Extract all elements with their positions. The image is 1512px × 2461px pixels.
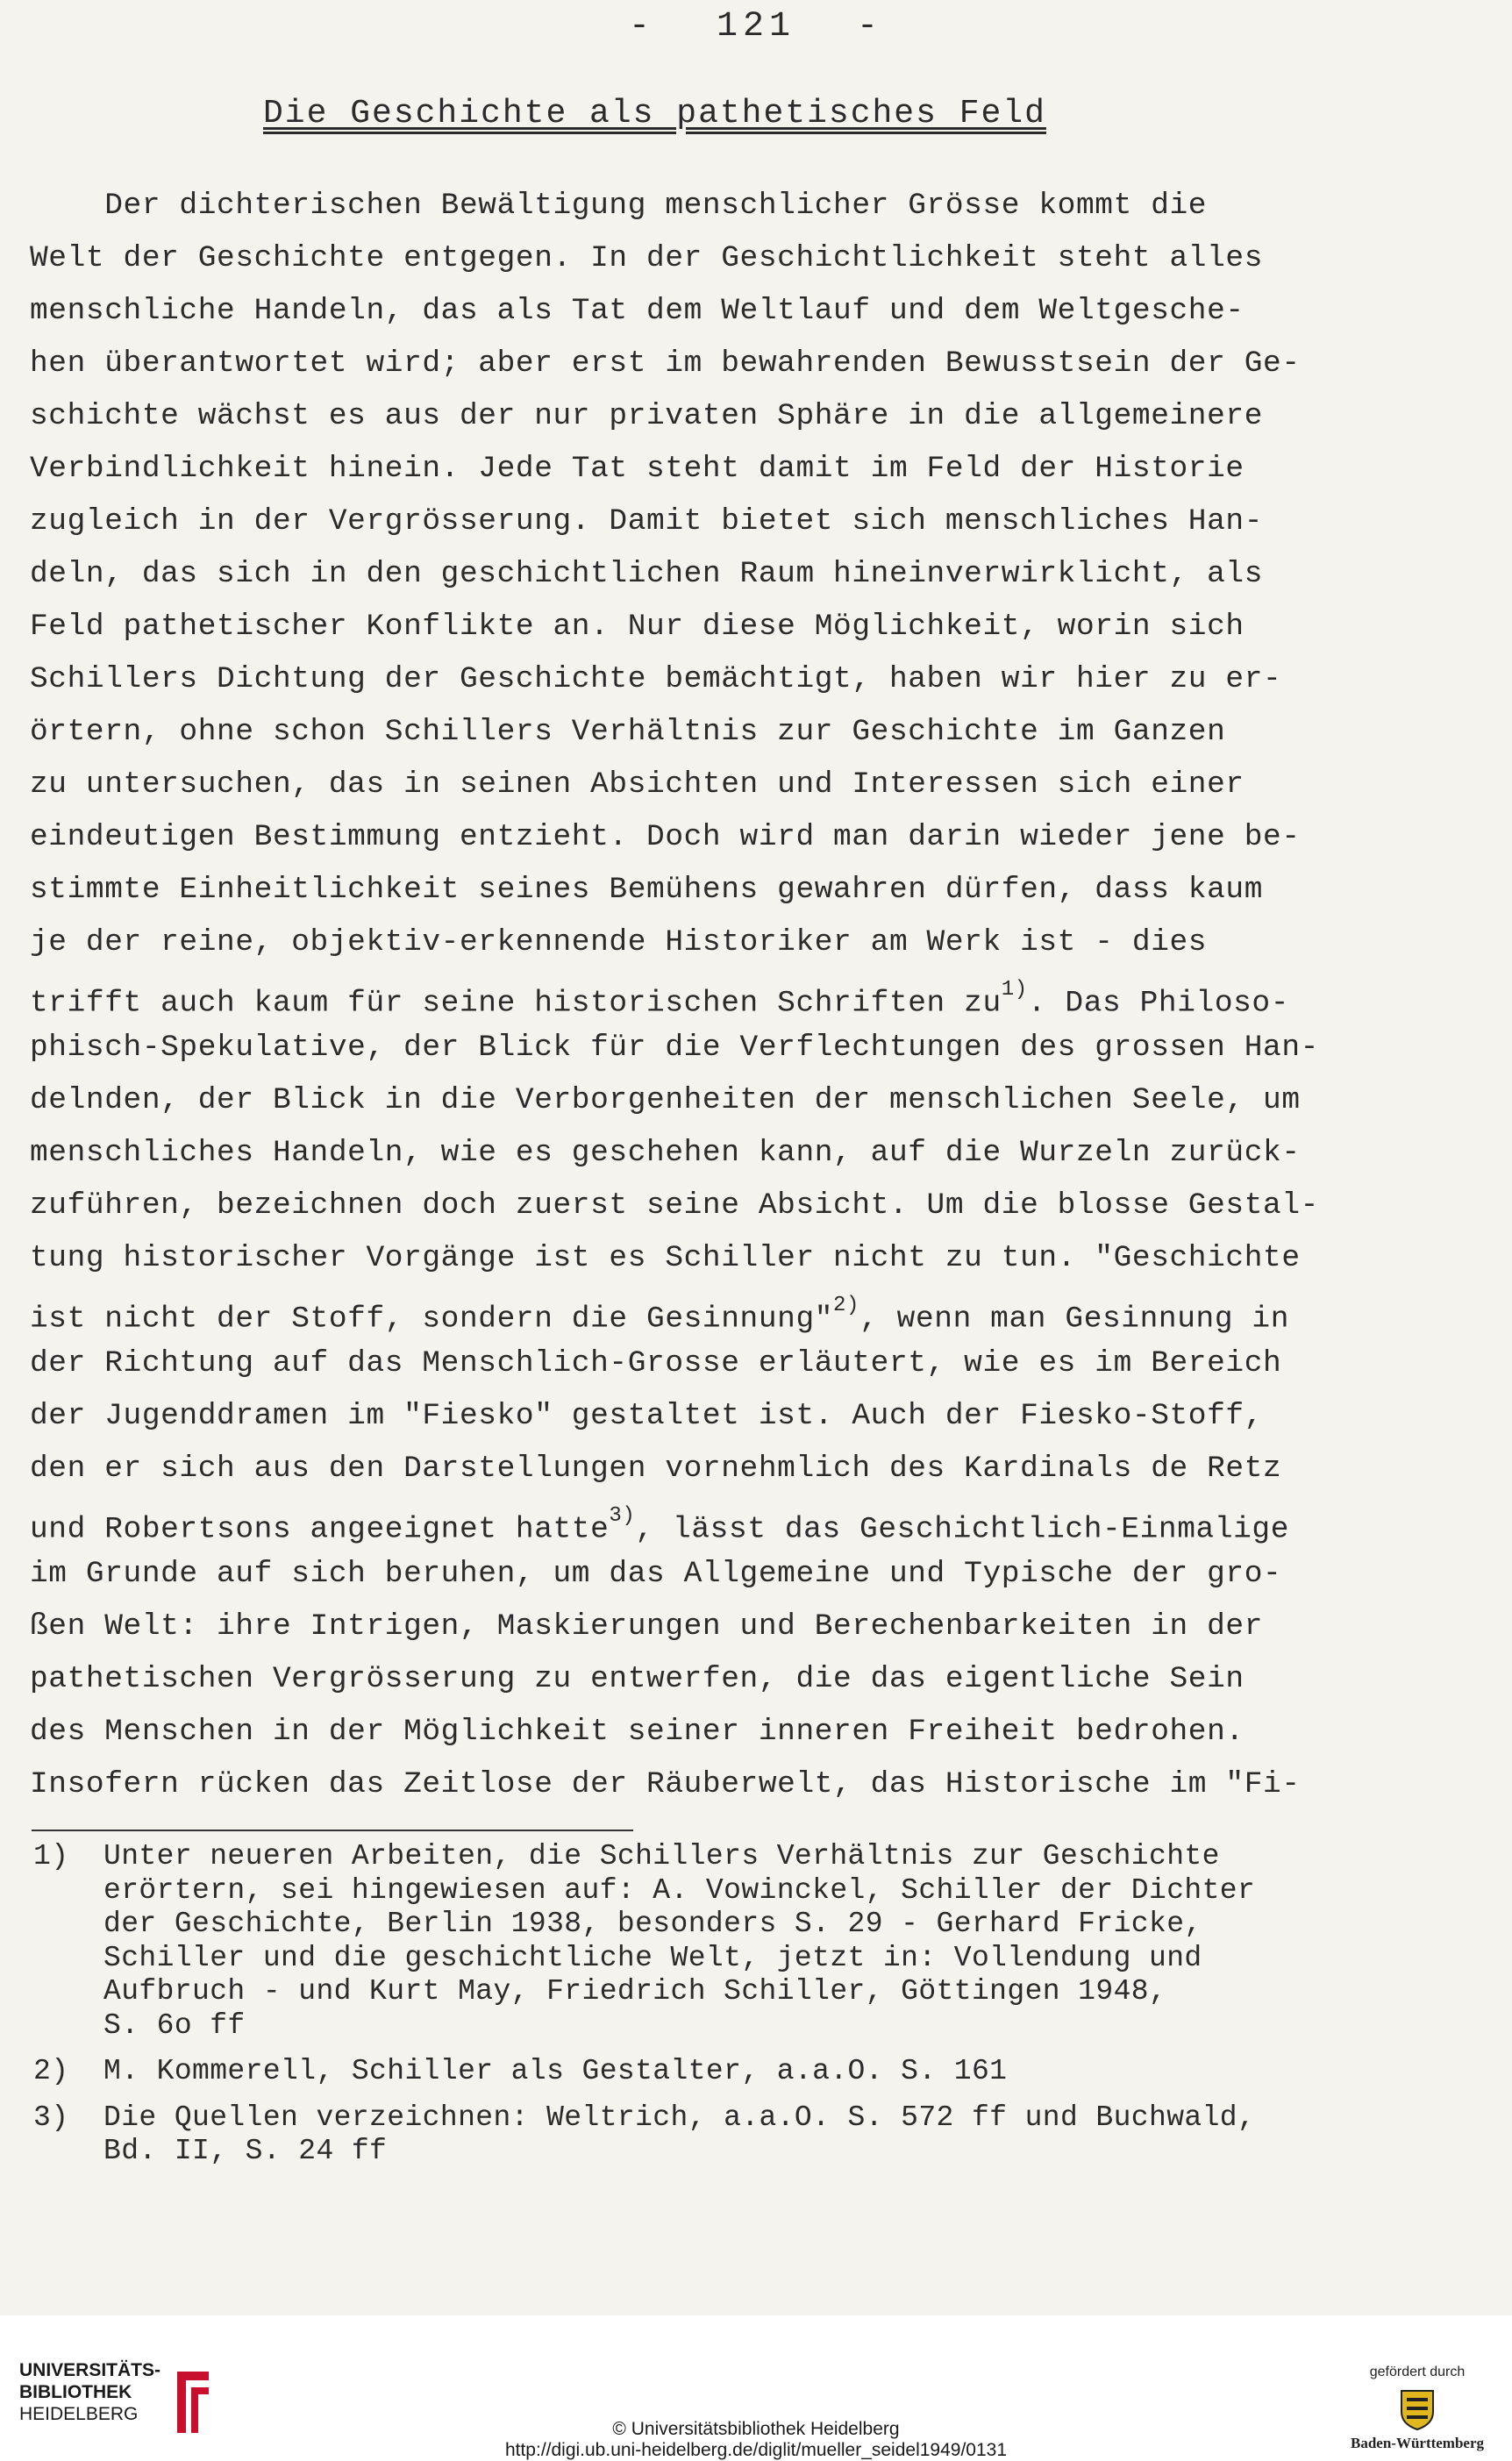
body-line: örtern, ohne schon Schillers Verhältnis zur Geschichte im Ganzen	[30, 715, 1226, 749]
page-number-dash-right: -	[857, 7, 884, 46]
copyright-notice	[0, 2419, 1512, 2461]
footnote-text: Die Quellen verzeichnen: Weltrich, a.a.O. S. 572 ff und Buchwald,	[103, 2101, 1256, 2134]
page-number	[0, 7, 1512, 46]
body-line: und Robertsons angeeignet hatte$^{3)}$, lässt das Geschichtlich-Einmalige	[30, 1504, 1290, 1547]
body-line: Der dichterischen Bewältigung menschlicher Grösse kommt die	[30, 189, 1208, 223]
body-line: der Jugenddramen im "Fiesko" gestaltet ist. Auch der Fiesko-Stoff,	[30, 1399, 1264, 1433]
copyright-text: © Universitätsbibliothek Heidelberg	[612, 2419, 900, 2439]
body-line: tung historischer Vorgänge ist es Schiller nicht zu tun. "Geschichte	[30, 1241, 1301, 1275]
page-number-value: 121	[716, 7, 795, 46]
footnote-1	[33, 1840, 1480, 2043]
body-line: stimmte Einheitlichkeit seines Bemühens gewahren dürfen, dass kaum	[30, 873, 1264, 907]
body-line: deln, das sich in den geschichtlichen Raum hineinverwirklicht, als	[30, 557, 1264, 591]
footnote-text: Unter neueren Arbeiten, die Schillers Verhältnis zur Geschichte	[103, 1840, 1220, 1872]
footnote-text: erörtern, sei hingewiesen auf: A. Vowinckel, Schiller der Dichter	[103, 1873, 1256, 1907]
footnote-number: 2)	[33, 2055, 69, 2087]
footnote-text: Bd. II, S. 24 ff	[103, 2135, 388, 2167]
footnote-ref: 2)	[833, 1294, 860, 1317]
library-name-line3: HEIDELBERG	[19, 2404, 139, 2424]
footnote-text: M. Kommerell, Schiller als Gestalter, a.a.O. S. 161	[103, 2055, 1008, 2087]
body-line: zugleich in der Vergrösserung. Damit bietet sich menschliches Han-	[30, 504, 1264, 539]
funding-state: Baden-Württemberg	[1350, 2435, 1485, 2451]
body-line: delnden, der Blick in die Verborgenheiten der menschlichen Seele, um	[30, 1083, 1301, 1117]
body-line: den er sich aus den Darstellungen vornehmlich des Kardinals de Retz	[30, 1452, 1282, 1486]
section-heading: Die Geschichte als pathetisches Feld	[263, 95, 1046, 132]
viewer-footer	[0, 2315, 1512, 2458]
footnote-text: der Geschichte, Berlin 1938, besonders S. 29 - Gerhard Fricke,	[103, 1908, 1202, 1940]
footnote-text: S. 6o ff	[103, 2008, 246, 2042]
body-line: zu untersuchen, das in seinen Absichten und Interessen sich einer	[30, 767, 1245, 802]
body-line: menschliches Handeln, wie es geschehen kann, auf die Wurzeln zurück-	[30, 1136, 1301, 1170]
body-line: menschliche Handeln, das als Tat dem Weltlauf und dem Weltgesche-	[30, 294, 1245, 328]
footnote-number: 3)	[33, 2101, 69, 2134]
library-name-line1: UNIVERSITÄTS-	[19, 2360, 161, 2380]
body-line: Schillers Dichtung der Geschichte bemächtigt, haben wir hier zu er-	[30, 662, 1282, 696]
body-line: Insofern rücken das Zeitlose der Räuberwelt, das Historische im "Fi-	[30, 1767, 1301, 1801]
library-name-line2: BIBLIOTHEK	[19, 2382, 132, 2402]
body-line: schichte wächst es aus der nur privaten Sphäre in die allgemeinere	[30, 399, 1264, 433]
funding-notice	[1347, 2365, 1487, 2452]
footnote-number: 1)	[33, 1840, 69, 1872]
footnote-ref: 1)	[1001, 978, 1028, 1002]
body-line: Welt der Geschichte entgegen. In der Geschichtlichkeit steht alles	[30, 241, 1264, 275]
body-line: der Richtung auf das Menschlich-Grosse erläutert, wie es im Bereich	[30, 1346, 1282, 1380]
footnote-2	[33, 2055, 1480, 2089]
state-crest-icon	[1398, 2387, 1437, 2431]
footnote-3	[33, 2101, 1480, 2169]
body-text	[30, 180, 1477, 1811]
body-line: phisch-Spekulative, der Blick für die Verflechtungen des grossen Han-	[30, 1031, 1319, 1065]
body-line: des Menschen in der Möglichkeit seiner inneren Freiheit bedrohen.	[30, 1715, 1245, 1749]
page-number-dash-left: -	[628, 7, 655, 46]
funding-label: gefördert durch	[1369, 2365, 1466, 2379]
footnote-divider	[32, 1830, 633, 1831]
footnote-text: Aufbruch - und Kurt May, Friedrich Schiller, Göttingen 1948,	[103, 1975, 1167, 2008]
body-line: Feld pathetischer Konflikte an. Nur diese Möglichkeit, worin sich	[30, 610, 1245, 644]
body-line: je der reine, objektiv-erkennende Historiker am Werk ist - dies	[30, 925, 1208, 959]
body-line: ist nicht der Stoff, sondern die Gesinnung"$^{2)}$, wenn man Gesinnung in	[30, 1294, 1290, 1337]
footnote-ref: 3)	[609, 1504, 636, 1528]
footnotes	[33, 1840, 1480, 2181]
permalink-url[interactable]: http://digi.ub.uni-heidelberg.de/diglit/mueller_seidel1949/0131	[504, 2440, 1008, 2460]
body-line: Verbindlichkeit hinein. Jede Tat steht damit im Feld der Historie	[30, 452, 1245, 486]
library-logo[interactable]	[19, 2359, 160, 2425]
body-line: eindeutigen Bestimmung entzieht. Doch wird man darin wieder jene be-	[30, 820, 1301, 854]
body-line: zuführen, bezeichnen doch zuerst seine Absicht. Um die blosse Gestal-	[30, 1188, 1319, 1223]
body-line: pathetischen Vergrösserung zu entwerfen, die das eigentliche Sein	[30, 1662, 1245, 1696]
body-line: im Grunde auf sich beruhen, um das Allgemeine und Typische der gro-	[30, 1557, 1282, 1591]
body-line: hen überantwortet wird; aber erst im bewahrenden Bewusstsein der Ge-	[30, 346, 1301, 381]
body-line: trifft auch kaum für seine historischen Schriften zu$^{1)}$. Das Philoso-	[30, 978, 1290, 1021]
body-line: ßen Welt: ihre Intrigen, Maskierungen und Berechenbarkeiten in der	[30, 1609, 1264, 1644]
footnote-text: Schiller und die geschichtliche Welt, jetzt in: Vollendung und	[103, 1941, 1202, 1974]
